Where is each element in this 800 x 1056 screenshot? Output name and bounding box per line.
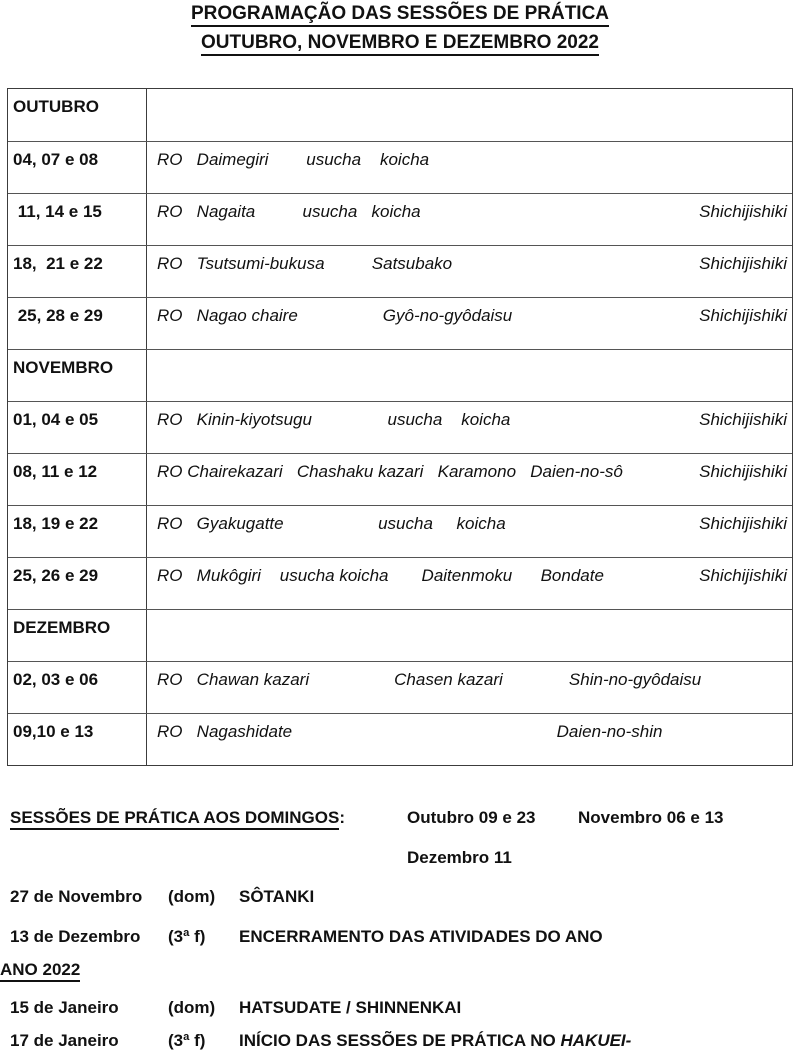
event-description-emphasis: HAKUEI- xyxy=(560,1031,632,1050)
title-line-1 xyxy=(0,3,800,25)
practice-items-text: RO Tsutsumi-bukusa Satsubako xyxy=(157,254,453,273)
session-description-cell xyxy=(147,194,792,245)
session-dates-cell: 04, 07 e 08 xyxy=(8,142,147,193)
title-line-1-text: PROGRAMAÇÃO DAS SESSÕES DE PRÁTICA xyxy=(191,3,609,27)
session-description-cell xyxy=(147,454,792,505)
shichijishiki-label: Shichijishiki xyxy=(699,566,787,585)
session-row xyxy=(8,713,792,765)
month-name-cell: NOVEMBRO xyxy=(8,350,147,401)
event-line-encerramento xyxy=(0,927,800,947)
session-dates-cell: 25, 26 e 29 xyxy=(8,558,147,609)
sunday-november-dates: Novembro 06 e 13 xyxy=(578,808,724,827)
schedule-table xyxy=(7,88,793,766)
event-date: 15 de Janeiro xyxy=(10,998,119,1017)
session-row xyxy=(8,505,792,557)
event-description: ENCERRAMENTO DAS ATIVIDADES DO ANO xyxy=(239,927,603,946)
practice-items-text: RO Mukôgiri usucha koicha Daitenmoku Bondate xyxy=(157,566,604,585)
event-line-inicio xyxy=(0,1031,800,1051)
event-date: 27 de Novembro xyxy=(10,887,143,906)
shichijishiki-label: Shichijishiki xyxy=(699,306,787,325)
ano-heading xyxy=(0,960,800,980)
document-title xyxy=(0,3,800,61)
session-row xyxy=(8,453,792,505)
shichijishiki-label: Shichijishiki xyxy=(699,254,787,273)
session-description-cell xyxy=(147,350,792,401)
title-line-2 xyxy=(0,32,800,54)
practice-items-text: RO Chawan kazari Chasen kazari Shin-no-gyôdaisu xyxy=(157,670,702,689)
event-description xyxy=(239,998,800,1018)
event-description-text: HATSUDATE / SHINNENKAI xyxy=(239,998,462,1017)
event-description: SÔTANKI xyxy=(239,887,315,906)
event-line-hatsudate xyxy=(0,998,800,1018)
session-dates-cell: 25, 28 e 29 xyxy=(8,298,147,349)
session-description-cell xyxy=(147,298,792,349)
shichijishiki-label: Shichijishiki xyxy=(699,202,787,221)
month-name-cell: OUTUBRO xyxy=(8,89,147,141)
sunday-october-dates: Outubro 09 e 23 xyxy=(407,808,536,827)
session-row xyxy=(8,297,792,349)
sunday-sessions-label-text: SESSÕES DE PRÁTICA AOS DOMINGOS xyxy=(10,808,339,830)
session-description-cell xyxy=(147,610,792,661)
session-description-cell xyxy=(147,558,792,609)
month-header-row xyxy=(8,89,792,141)
practice-items-text: RO Nagashidate Daien-no-shin xyxy=(157,722,663,741)
practice-items-text: RO Nagaita usucha koicha xyxy=(157,202,421,221)
practice-items-text: RO Kinin-kiyotsugu usucha koicha xyxy=(157,410,511,429)
session-dates-cell: 08, 11 e 12 xyxy=(8,454,147,505)
event-description xyxy=(239,1031,800,1051)
sunday-december-dates: Dezembro 11 xyxy=(407,848,512,867)
event-weekday: (dom) xyxy=(168,887,216,906)
session-dates-cell: 09,10 e 13 xyxy=(8,714,147,765)
shichijishiki-label: Shichijishiki xyxy=(699,410,787,429)
session-dates-cell: 18, 19 e 22 xyxy=(8,506,147,557)
shichijishiki-label: Shichijishiki xyxy=(699,462,787,481)
practice-items-text: RO Daimegiri usucha koicha xyxy=(157,150,430,169)
session-dates-cell: 02, 03 e 06 xyxy=(8,662,147,713)
ano-heading-text: ANO 2022 xyxy=(0,960,80,982)
event-date: 13 de Dezembro xyxy=(10,927,141,946)
session-row xyxy=(8,661,792,713)
event-weekday: (3ª f) xyxy=(168,927,206,946)
session-description-cell xyxy=(147,402,792,453)
sunday-sessions-label xyxy=(10,808,345,828)
shichijishiki-label: Shichijishiki xyxy=(699,514,787,533)
session-row xyxy=(8,557,792,609)
event-weekday: (dom) xyxy=(168,998,216,1017)
session-row xyxy=(8,401,792,453)
session-description-cell xyxy=(147,142,792,193)
event-weekday: (3ª f) xyxy=(168,1031,206,1050)
title-line-2-text: OUTUBRO, NOVEMBRO E DEZEMBRO 2022 xyxy=(201,32,599,56)
event-description-text: INÍCIO DAS SESSÕES DE PRÁTICA NO xyxy=(239,1031,561,1050)
month-header-row xyxy=(8,349,792,401)
sunday-sessions-colon: : xyxy=(339,808,346,827)
session-description-cell xyxy=(147,246,792,297)
event-line-sotanki xyxy=(0,887,800,907)
session-description-cell xyxy=(147,714,792,765)
session-dates-cell: 11, 14 e 15 xyxy=(8,194,147,245)
session-dates-cell: 01, 04 e 05 xyxy=(8,402,147,453)
session-row xyxy=(8,245,792,297)
month-name-cell: DEZEMBRO xyxy=(8,610,147,661)
practice-items-text: RO Chairekazari Chashaku kazari Karamono Daien-no-sô xyxy=(157,462,623,481)
session-row xyxy=(8,193,792,245)
session-row xyxy=(8,141,792,193)
session-description-cell xyxy=(147,506,792,557)
session-dates-cell: 18, 21 e 22 xyxy=(8,246,147,297)
event-date: 17 de Janeiro xyxy=(10,1031,119,1050)
month-header-row xyxy=(8,609,792,661)
practice-items-text: RO Gyakugatte usucha koicha xyxy=(157,514,506,533)
session-description-cell xyxy=(147,662,792,713)
session-description-cell xyxy=(147,89,792,141)
practice-items-text: RO Nagao chaire Gyô-no-gyôdaisu xyxy=(157,306,513,325)
